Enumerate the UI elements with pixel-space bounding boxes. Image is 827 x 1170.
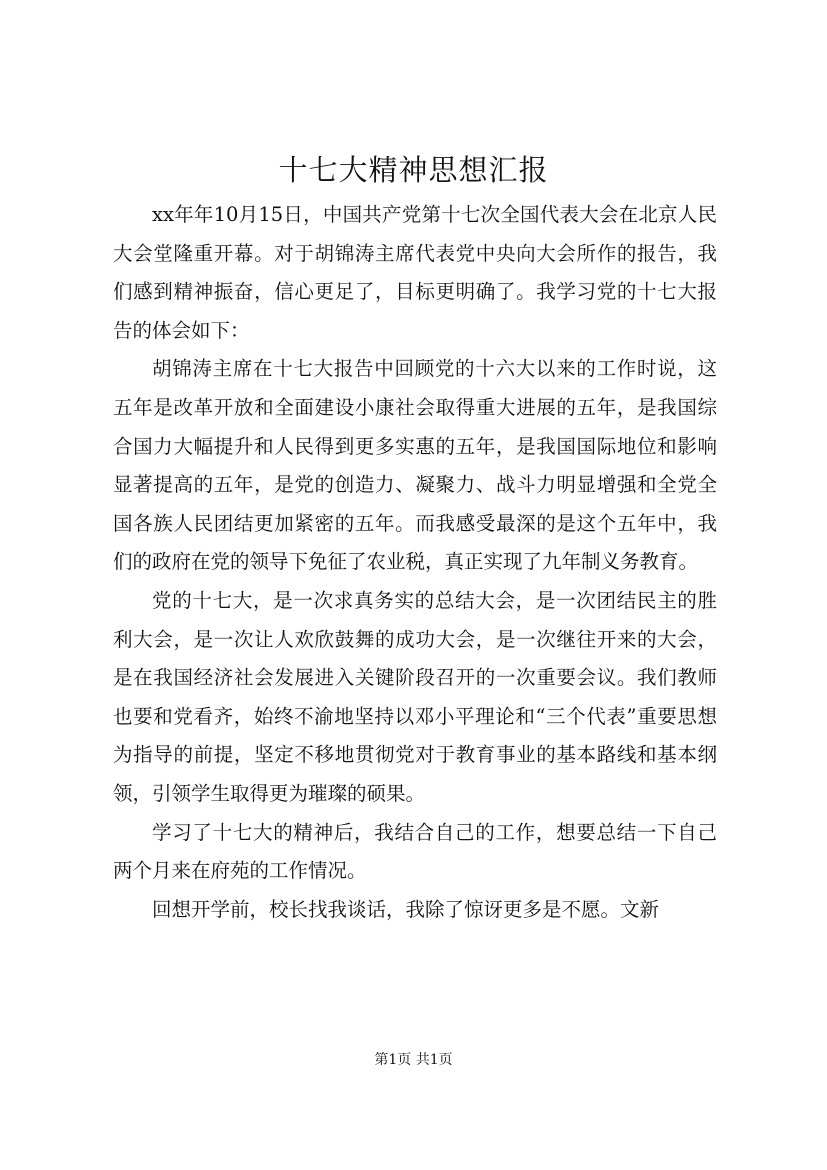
- document-body: [113, 196, 717, 929]
- paragraph-3: 党的十七大，是一次求真务实的总结大会，是一次团结民主的胜利大会，是一次让人欢欣鼓舞的成功大会，是一次继往开来的大会，是在我国经济社会发展进入关键阶段召开的一次重要会议。我们教师也要和党看齐，始终不渝地坚持以邓小平理论和“三个代表”重要思想为指导的前提，坚定不移地贯彻党对于教育事业的基本路线和基本纲领，引领学生取得更为璀璨的硕果。: [113, 588, 717, 805]
- page-footer: 第1页 共1页: [374, 1052, 453, 1068]
- paragraph-1: xx年年10月15日，中国共产党第十七次全国代表大会在北京人民大会堂隆重开幕。对于胡锦涛主席代表党中央向大会所作的报告，我们感到精神振奋，信心更足了，目标更明确了。我学习党的十七大报告的体会如下：: [113, 203, 717, 342]
- document-title: 十七大精神思想汇报: [278, 153, 549, 187]
- paragraph-4: 学习了十七大的精神后，我结合自己的工作，想要总结一下自己两个月来在府苑的工作情况。: [113, 820, 717, 883]
- paragraph-2: 胡锦涛主席在十七大报告中回顾党的十六大以来的工作时说，这五年是改革开放和全面建设小康社会取得重大进展的五年，是我国综合国力大幅提升和人民得到更多实惠的五年，是我国国际地位和影响显著提高的五年，是党的创造力、凝聚力、战斗力明显增强和全党全国各族人民团结更加紧密的五年。而我感受最深的是这个五年中，我们的政府在党的领导下免征了农业税，真正实现了九年制义务教育。: [113, 357, 717, 574]
- paragraph-5: 回想开学前，校长找我谈话，我除了惊讶更多是不愿。文新: [152, 897, 660, 921]
